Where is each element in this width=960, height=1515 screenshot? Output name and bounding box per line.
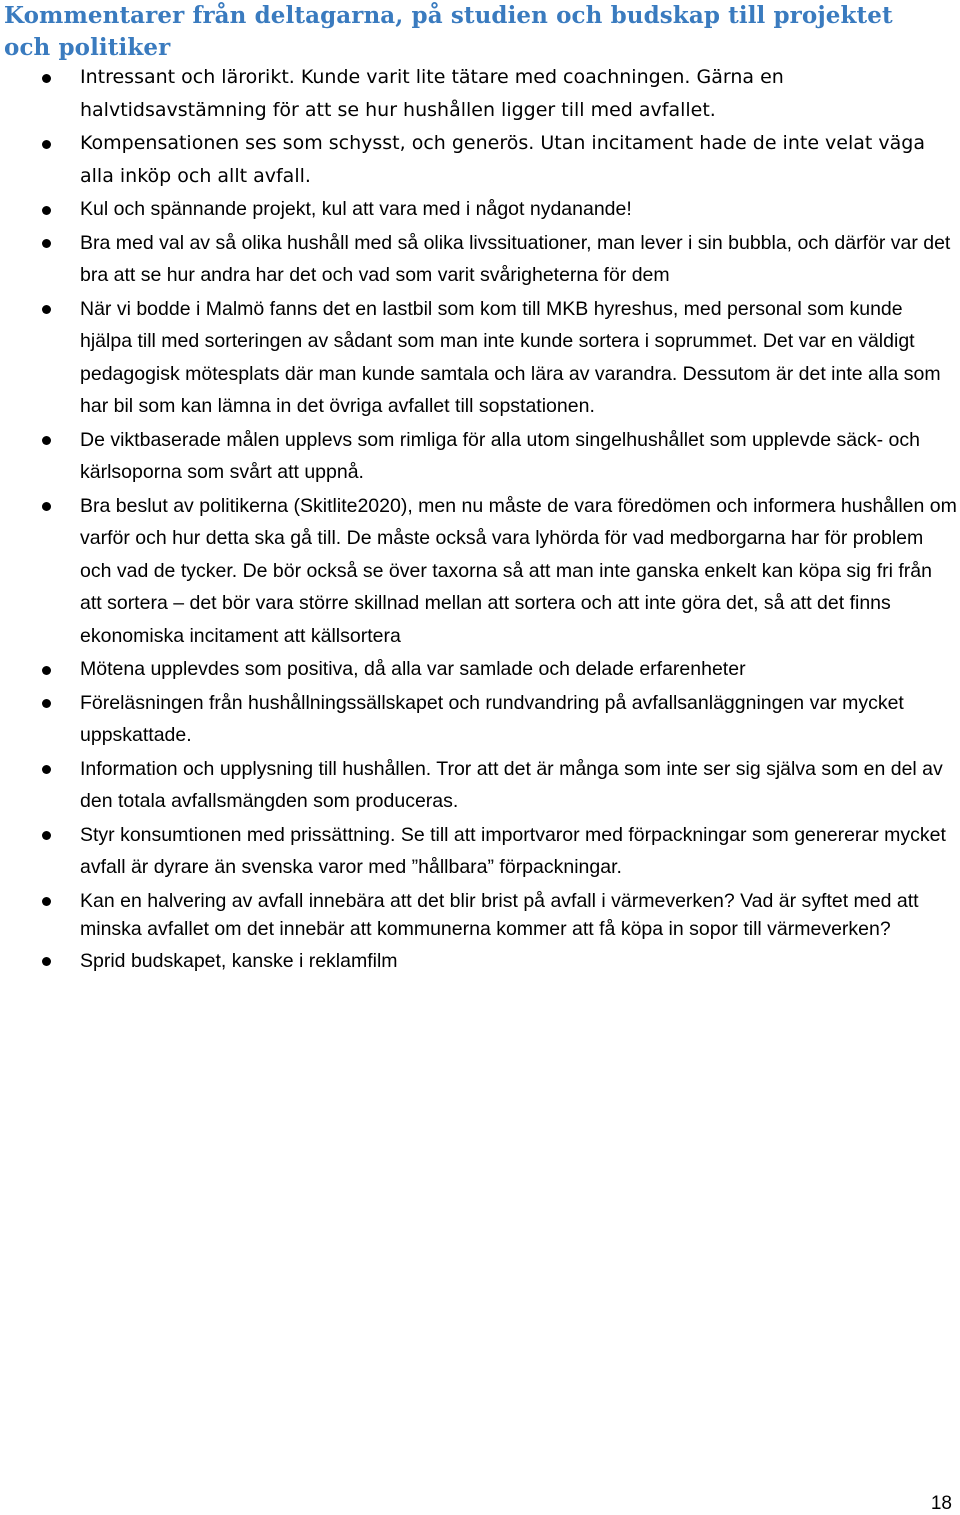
list-item	[0, 424, 960, 489]
list-item-text: Mötena upplevdes som positiva, då alla var samlade och delade erfarenheter	[80, 658, 746, 680]
bullet-icon	[42, 502, 51, 511]
list-item	[0, 193, 960, 226]
bullet-icon	[42, 897, 51, 906]
list-item-text: Kompensationen ses som schysst, och generös. Utan incitament hade de inte velat väga alla inköp och allt avfall.	[80, 132, 925, 187]
bullet-icon	[42, 666, 51, 675]
list-item	[0, 127, 960, 192]
bullet-icon	[42, 305, 51, 314]
bullet-icon	[42, 74, 51, 83]
list-item	[0, 227, 960, 292]
bullet-icon	[42, 831, 51, 840]
bullet-icon	[42, 206, 51, 215]
list-item-text: När vi bodde i Malmö fanns det en lastbil som kom till MKB hyreshus, med personal som kunde hjälpa till med sorteringen av sådant som man inte kunde sortera i soprummet. Det var en väldigt pedagogisk mötesplats där man kunde samtala och lära av varandra. Dessutom är det inte alla som har bil som kan lämna in det övriga avfallet till sopstationen.	[80, 297, 941, 417]
bullet-icon	[42, 239, 51, 248]
section-heading: Kommentarer från deltagarna, på studien och budskap till projektet och politiker	[4, 2, 893, 61]
list-item-text: Kul och spännande projekt, kul att vara med i något nydanande!	[80, 198, 632, 220]
list-item-text: Bra beslut av politikerna (Skitlite2020), men nu måste de vara föredömen och informera hushållen om varför och hur detta ska gå till. De måste också vara lyhörda för vad medborgarna har för problem och vad de tycker. De bör också se över taxorna så att man inte ganska enkelt kan köpa sig fri från att sortera – det bör vara större skillnad mellan att sortera och att inte göra det, så att det finns ekonomiska incitament att källsortera	[80, 494, 957, 647]
list-item	[0, 887, 960, 944]
list-item	[0, 753, 960, 818]
bullet-icon	[42, 699, 51, 708]
list-item	[0, 687, 960, 752]
list-item	[0, 61, 960, 126]
list-item	[0, 490, 960, 653]
list-item	[0, 947, 960, 976]
list-item-text: Bra med val av så olika hushåll med så olika livssituationer, man lever i sin bubbla, och därför var det bra att se hur andra har det och vad som varit svårigheterna för dem	[80, 231, 951, 286]
list-item-text: Styr konsumtionen med prissättning. Se till att importvaror med förpackningar som genererar mycket avfall är dyrare än svenska varor med ”hållbara” förpackningar.	[80, 823, 946, 878]
list-item-text: Intressant och lärorikt. Kunde varit lite tätare med coachningen. Gärna en halvtidsavstämning för att se hur hushållen ligger till med avfallet.	[80, 66, 784, 121]
bullet-icon	[42, 140, 51, 149]
list-item-text: Information och upplysning till hushållen. Tror att det är många som inte ser sig själva som en del av den totala avfallsmängden som produceras.	[80, 757, 943, 812]
list-item-text: De viktbaserade målen upplevs som rimliga för alla utom singelhushållet som upplevde säck- och kärlsoporna som svårt att uppnå.	[80, 428, 920, 483]
list-item	[0, 293, 960, 423]
list-item-text: Föreläsningen från hushållningssällskapet och rundvandring på avfallsanläggningen var mycket uppskattade.	[80, 691, 904, 746]
list-item	[0, 653, 960, 686]
list-item	[0, 819, 960, 884]
list-item-text: Kan en halvering av avfall innebära att det blir brist på avfall i värmeverken? Vad är syftet med att minska avfallet om det innebär att kommunerna kommer att få köpa in sopor till värmeverken?	[80, 889, 919, 940]
page-number: 18	[930, 1493, 952, 1514]
bullet-icon	[42, 436, 51, 445]
bullet-icon	[42, 957, 51, 966]
bullet-icon	[42, 765, 51, 774]
list-item-text: Sprid budskapet, kanske i reklamfilm	[80, 949, 398, 972]
comment-list	[0, 61, 960, 976]
